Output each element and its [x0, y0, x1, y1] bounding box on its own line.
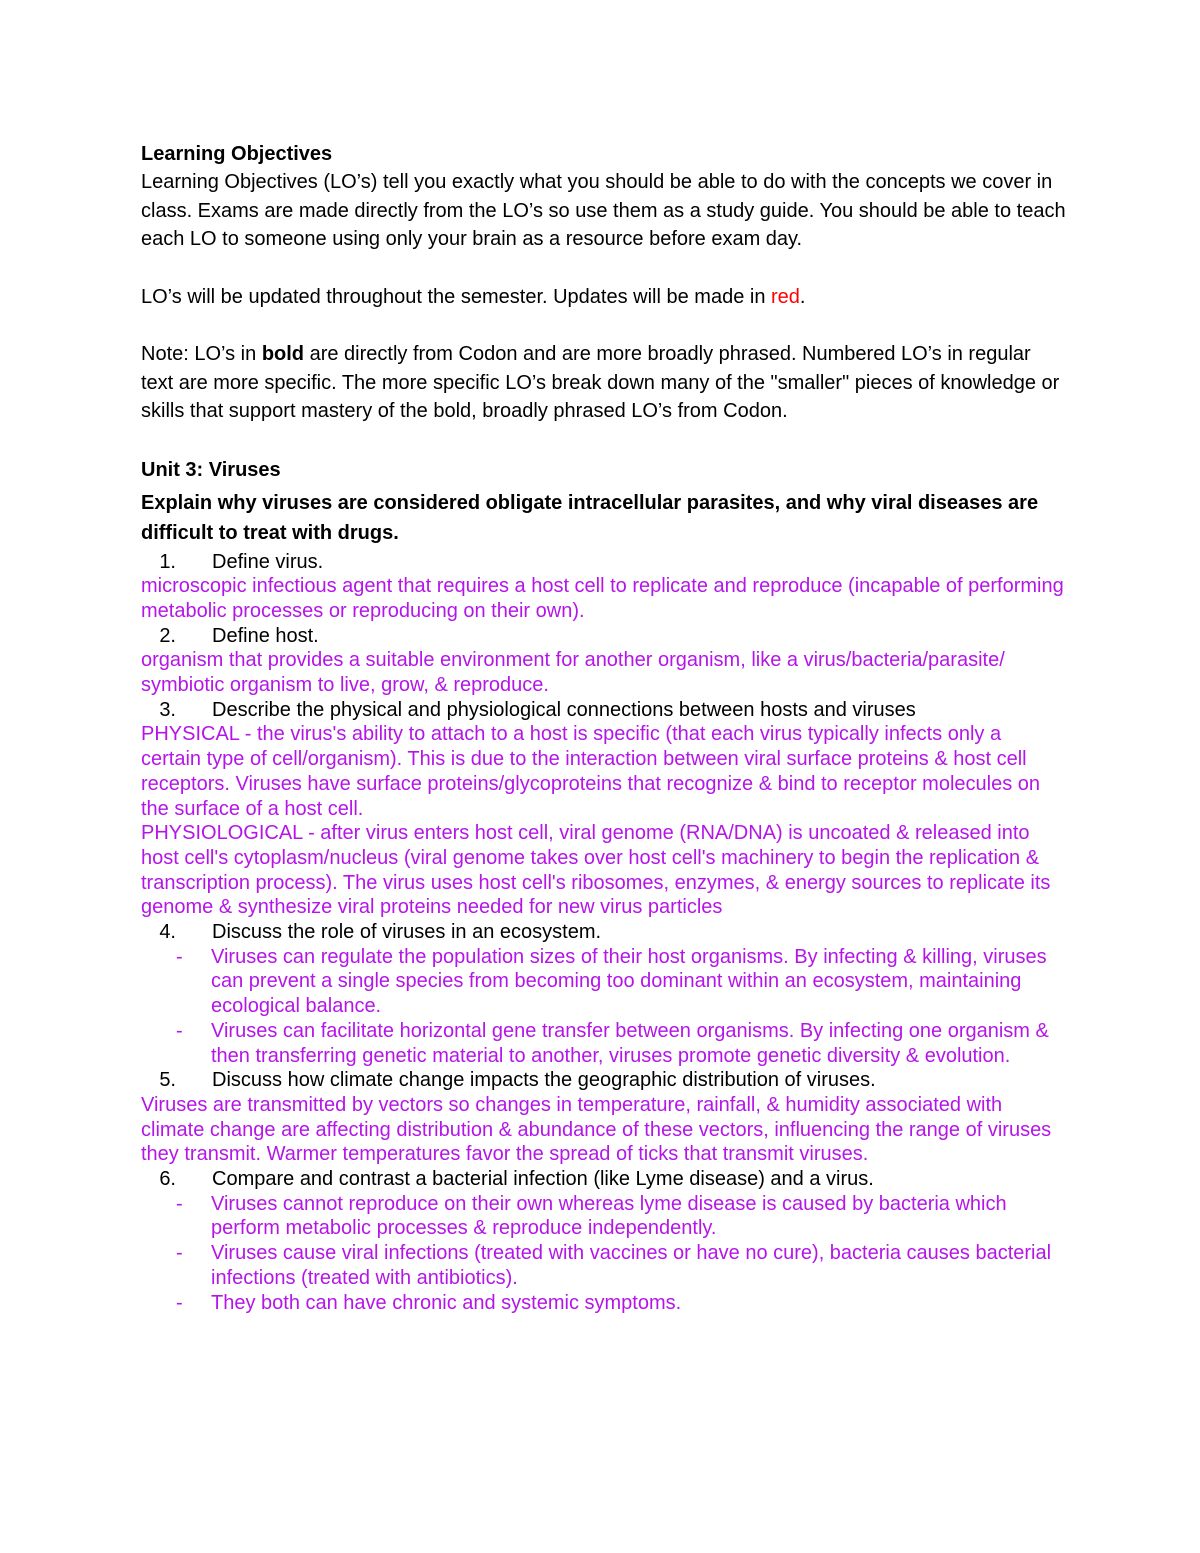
lo-number: 4. — [159, 921, 176, 944]
lo-answer-bullet — [141, 1019, 1066, 1068]
lo-answer-bullet — [141, 1192, 1066, 1241]
lo-number: 3. — [159, 698, 176, 721]
bullet-dash: - — [176, 1019, 183, 1042]
update-note-end: . — [799, 285, 806, 308]
lo-text: Define virus. — [212, 550, 324, 573]
lo-text: Discuss the role of viruses in an ecosystem. — [212, 921, 602, 944]
lo-answer-bullet — [141, 1291, 1066, 1316]
lo-item-6 — [141, 1167, 1066, 1192]
lo-number: 1. — [159, 550, 176, 573]
bullet-dash: - — [176, 1291, 183, 1314]
bullet-text: Viruses cause viral infections (treated with vaccines or have no cure), bacteria causes bacterial infections (treated with antibiotics). — [211, 1242, 1052, 1289]
lo-item-1 — [141, 550, 1066, 575]
lo-answer-bullet — [141, 1241, 1066, 1290]
lo-number: 2. — [159, 624, 176, 647]
update-note — [141, 283, 1066, 312]
lo-answer-bullet — [141, 945, 1066, 1019]
lo-item-4 — [141, 920, 1066, 945]
bullet-text: Viruses can regulate the population sizes of their host organisms. By infecting & killing, viruses can prevent a single species from becoming too dominant within an ecosystem, maintaining ecological balance. — [211, 945, 1047, 1018]
lo-text: Describe the physical and physiological connections between hosts and viruses — [212, 698, 916, 721]
update-note-text: LO’s will be updated throughout the semester. Updates will be made in — [141, 285, 771, 308]
lo-item-2 — [141, 624, 1066, 649]
bullet-dash: - — [176, 1192, 183, 1215]
lo-answer-3-physiological: PHYSIOLOGICAL - after virus enters host cell, viral genome (RNA/DNA) is uncoated & released into host cell's cytoplasm/nucleus (viral genome takes over host cell's machinery to begin the replication & transcription process). The virus uses host cell's ribosomes, enzymes, & energy sources to replicate its genome & synthesize viral proteins needed for new virus particles — [141, 822, 1051, 919]
lo-answer-1: microscopic infectious agent that requires a host cell to replicate and reproduce (incapable of performing metabolic processes or reproducing on their own). — [141, 575, 1064, 622]
lo-item-3 — [141, 698, 1066, 723]
lo-text: Define host. — [212, 624, 319, 647]
bullet-dash: - — [176, 945, 183, 968]
lo-text: Discuss how climate change impacts the geographic distribution of viruses. — [212, 1069, 876, 1092]
bold-note-rest: are directly from Codon and are more broadly phrased. Numbered LO’s in regular text are more specific. The more specific LO’s break down many of the "smaller" pieces of knowledge or skills that support mastery of the bold, broadly phrased LO’s from Codon. — [141, 343, 1060, 422]
bullet-text: Viruses cannot reproduce on their own whereas lyme disease is caused by bacteria which perform metabolic processes & reproduce independently. — [211, 1192, 1007, 1240]
lo-number: 5. — [159, 1069, 176, 1092]
main-learning-objective: Explain why viruses are considered obligate intracellular parasites, and why viral diseases are difficult to treat with drugs. — [141, 491, 1039, 544]
bold-note-start: Note: LO’s in — [141, 343, 262, 365]
lo-number: 6. — [159, 1168, 176, 1191]
unit-title: Unit 3: Viruses — [141, 458, 281, 481]
bold-word: bold — [261, 343, 305, 365]
bullet-dash: - — [176, 1242, 183, 1265]
update-color-word: red — [771, 285, 800, 308]
bullet-text: They both can have chronic and systemic symptoms. — [211, 1291, 682, 1314]
lo-answer-3-physical: PHYSICAL - the virus's ability to attach to a host is specific (that each virus typically infects only a certain type of cell/organism). This is due to the interaction between viral surface proteins & host cell receptors. Viruses have surface proteins/glycoproteins that recognize & bind to receptor molecules on the surface of a host cell. — [141, 723, 1041, 820]
intro-paragraph: Learning Objectives (LO’s) tell you exactly what you should be able to do with the concepts we cover in class. Exams are made directly from the LO’s so use them as a study guide. You should be able to teach each LO to someone using only your brain as a resource before exam day. — [141, 171, 1066, 250]
lo-answer-5: Viruses are transmitted by vectors so changes in temperature, rainfall, & humidity associated with climate change are affecting distribution & abundance of these vectors, influencing the range of viruses they transmit. Warmer temperatures favor the spread of ticks that transmit viruses. — [141, 1093, 1052, 1166]
bold-note — [141, 340, 1066, 426]
document-page — [141, 140, 1066, 1315]
lo-text: Compare and contrast a bacterial infection (like Lyme disease) and a virus. — [212, 1168, 874, 1191]
lo-item-5 — [141, 1068, 1066, 1093]
bullet-text: Viruses can facilitate horizontal gene transfer between organisms. By infecting one organism & then transferring genetic material to another, viruses promote genetic diversity & evolution. — [211, 1019, 1049, 1067]
page-title: Learning Objectives — [141, 143, 333, 165]
lo-answer-2: organism that provides a suitable environment for another organism, like a virus/bacteria/parasite/ symbiotic organism to live, grow, & reproduce. — [141, 649, 1005, 697]
